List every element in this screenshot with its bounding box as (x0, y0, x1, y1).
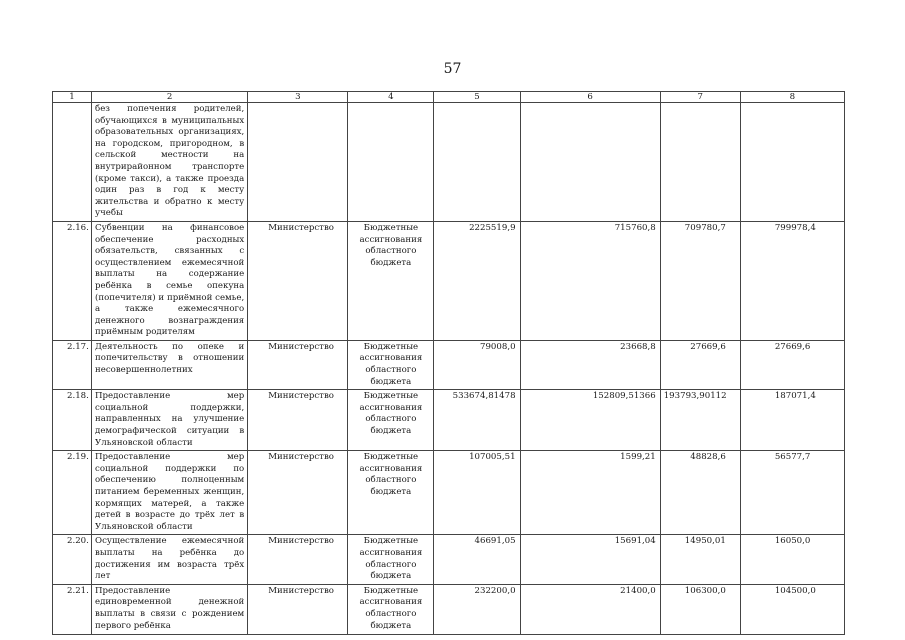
row-value-total: 2225519,9 (434, 221, 520, 340)
row-value-col6: 152809,51366 (520, 390, 660, 451)
row-funding-source: Бюджетные ассигнования областного бюджета (348, 221, 434, 340)
row-funding-source: Бюджетные ассигнования областного бюджета (348, 584, 434, 634)
row-number: 2.16. (53, 221, 92, 340)
row-value-total: 79008,0 (434, 340, 520, 389)
row-value-col8: 16050,0 (740, 535, 844, 584)
row-funding-source: Бюджетные ассигнования областного бюджета (348, 390, 434, 451)
column-header: 5 (434, 92, 520, 103)
row-value-col6: 23668,8 (520, 340, 660, 389)
row-description: Деятельность по опеке и попечительству в отношении несовершеннолетних (92, 340, 248, 389)
row-value-col8 (740, 103, 844, 222)
table-row (53, 535, 845, 584)
row-value-col8: 27669,6 (740, 340, 844, 389)
row-description: Субвенции на финансовое обеспечение расходных обязательств, связанных с осуществлением ежемесячной выплаты на содержание ребёнка в семье опекуна (попечителя) и приёмной семье, а также ежемесячного денежного вознаграждения приёмным родителям (92, 221, 248, 340)
row-value-total: 232200,0 (434, 584, 520, 634)
row-funding-source: Бюджетные ассигнования областного бюджета (348, 340, 434, 389)
row-value-col7: 709780,7 (660, 221, 740, 340)
row-number: 2.18. (53, 390, 92, 451)
table-row (53, 221, 845, 340)
row-number (53, 103, 92, 222)
row-department: Министерство (248, 535, 348, 584)
column-header: 3 (248, 92, 348, 103)
row-value-col7: 48828,6 (660, 451, 740, 535)
column-number-row (53, 92, 845, 103)
row-department: Министерство (248, 390, 348, 451)
row-funding-source: Бюджетные ассигнования областного бюджета (348, 451, 434, 535)
row-number: 2.19. (53, 451, 92, 535)
row-funding-source: Бюджетные ассигнования областного бюджета (348, 535, 434, 584)
row-value-total (434, 103, 520, 222)
column-header: 1 (53, 92, 92, 103)
row-value-col8: 799978,4 (740, 221, 844, 340)
row-description: без попечения родителей, обучающихся в муниципальных образовательных организациях, на городском, пригородном, в сельской местности на внутрирайонном транспорте (кроме такси), а также проезда один раз в год к месту жительства и обратно к месту учебы (92, 103, 248, 222)
row-value-col6 (520, 103, 660, 222)
row-value-total: 46691,05 (434, 535, 520, 584)
row-department: Министерство (248, 451, 348, 535)
table-row (53, 340, 845, 389)
page-number: 57 (443, 61, 462, 77)
row-value-col7: 27669,6 (660, 340, 740, 389)
row-number: 2.17. (53, 340, 92, 389)
row-number: 2.20. (53, 535, 92, 584)
row-value-total: 533674,81478 (434, 390, 520, 451)
row-value-col6: 21400,0 (520, 584, 660, 634)
table-row (53, 390, 845, 451)
column-header: 6 (520, 92, 660, 103)
row-description: Предоставление мер социальной поддержки по обеспечению полноценным питанием беременных женщин, кормящих матерей, а также детей в возрасте до трёх лет в Ульяновской области (92, 451, 248, 535)
row-value-col8: 56577,7 (740, 451, 844, 535)
row-value-col7: 106300,0 (660, 584, 740, 634)
table-row (53, 103, 845, 222)
row-department: Министерство (248, 340, 348, 389)
row-description: Осуществление ежемесячной выплаты на ребёнка до достижения им возраста трёх лет (92, 535, 248, 584)
row-department (248, 103, 348, 222)
column-header: 7 (660, 92, 740, 103)
row-description: Предоставление единовременной денежной выплаты в связи с рождением первого ребёнка (92, 584, 248, 634)
row-funding-source (348, 103, 434, 222)
row-department: Министерство (248, 221, 348, 340)
row-value-col6: 715760,8 (520, 221, 660, 340)
table-row (53, 584, 845, 634)
row-value-total: 107005,51 (434, 451, 520, 535)
row-value-col8: 104500,0 (740, 584, 844, 634)
row-value-col8: 187071,4 (740, 390, 844, 451)
column-header: 2 (92, 92, 248, 103)
row-value-col7 (660, 103, 740, 222)
row-value-col6: 1599,21 (520, 451, 660, 535)
budget-table (52, 91, 845, 635)
column-header: 8 (740, 92, 844, 103)
row-value-col7: 14950,01 (660, 535, 740, 584)
row-value-col7: 193793,90112 (660, 390, 740, 451)
row-description: Предоставление мер социальной поддержки, направленных на улучшение демографической ситуации в Ульяновской области (92, 390, 248, 451)
column-header: 4 (348, 92, 434, 103)
row-number: 2.21. (53, 584, 92, 634)
table-row (53, 451, 845, 535)
row-department: Министерство (248, 584, 348, 634)
row-value-col6: 15691,04 (520, 535, 660, 584)
